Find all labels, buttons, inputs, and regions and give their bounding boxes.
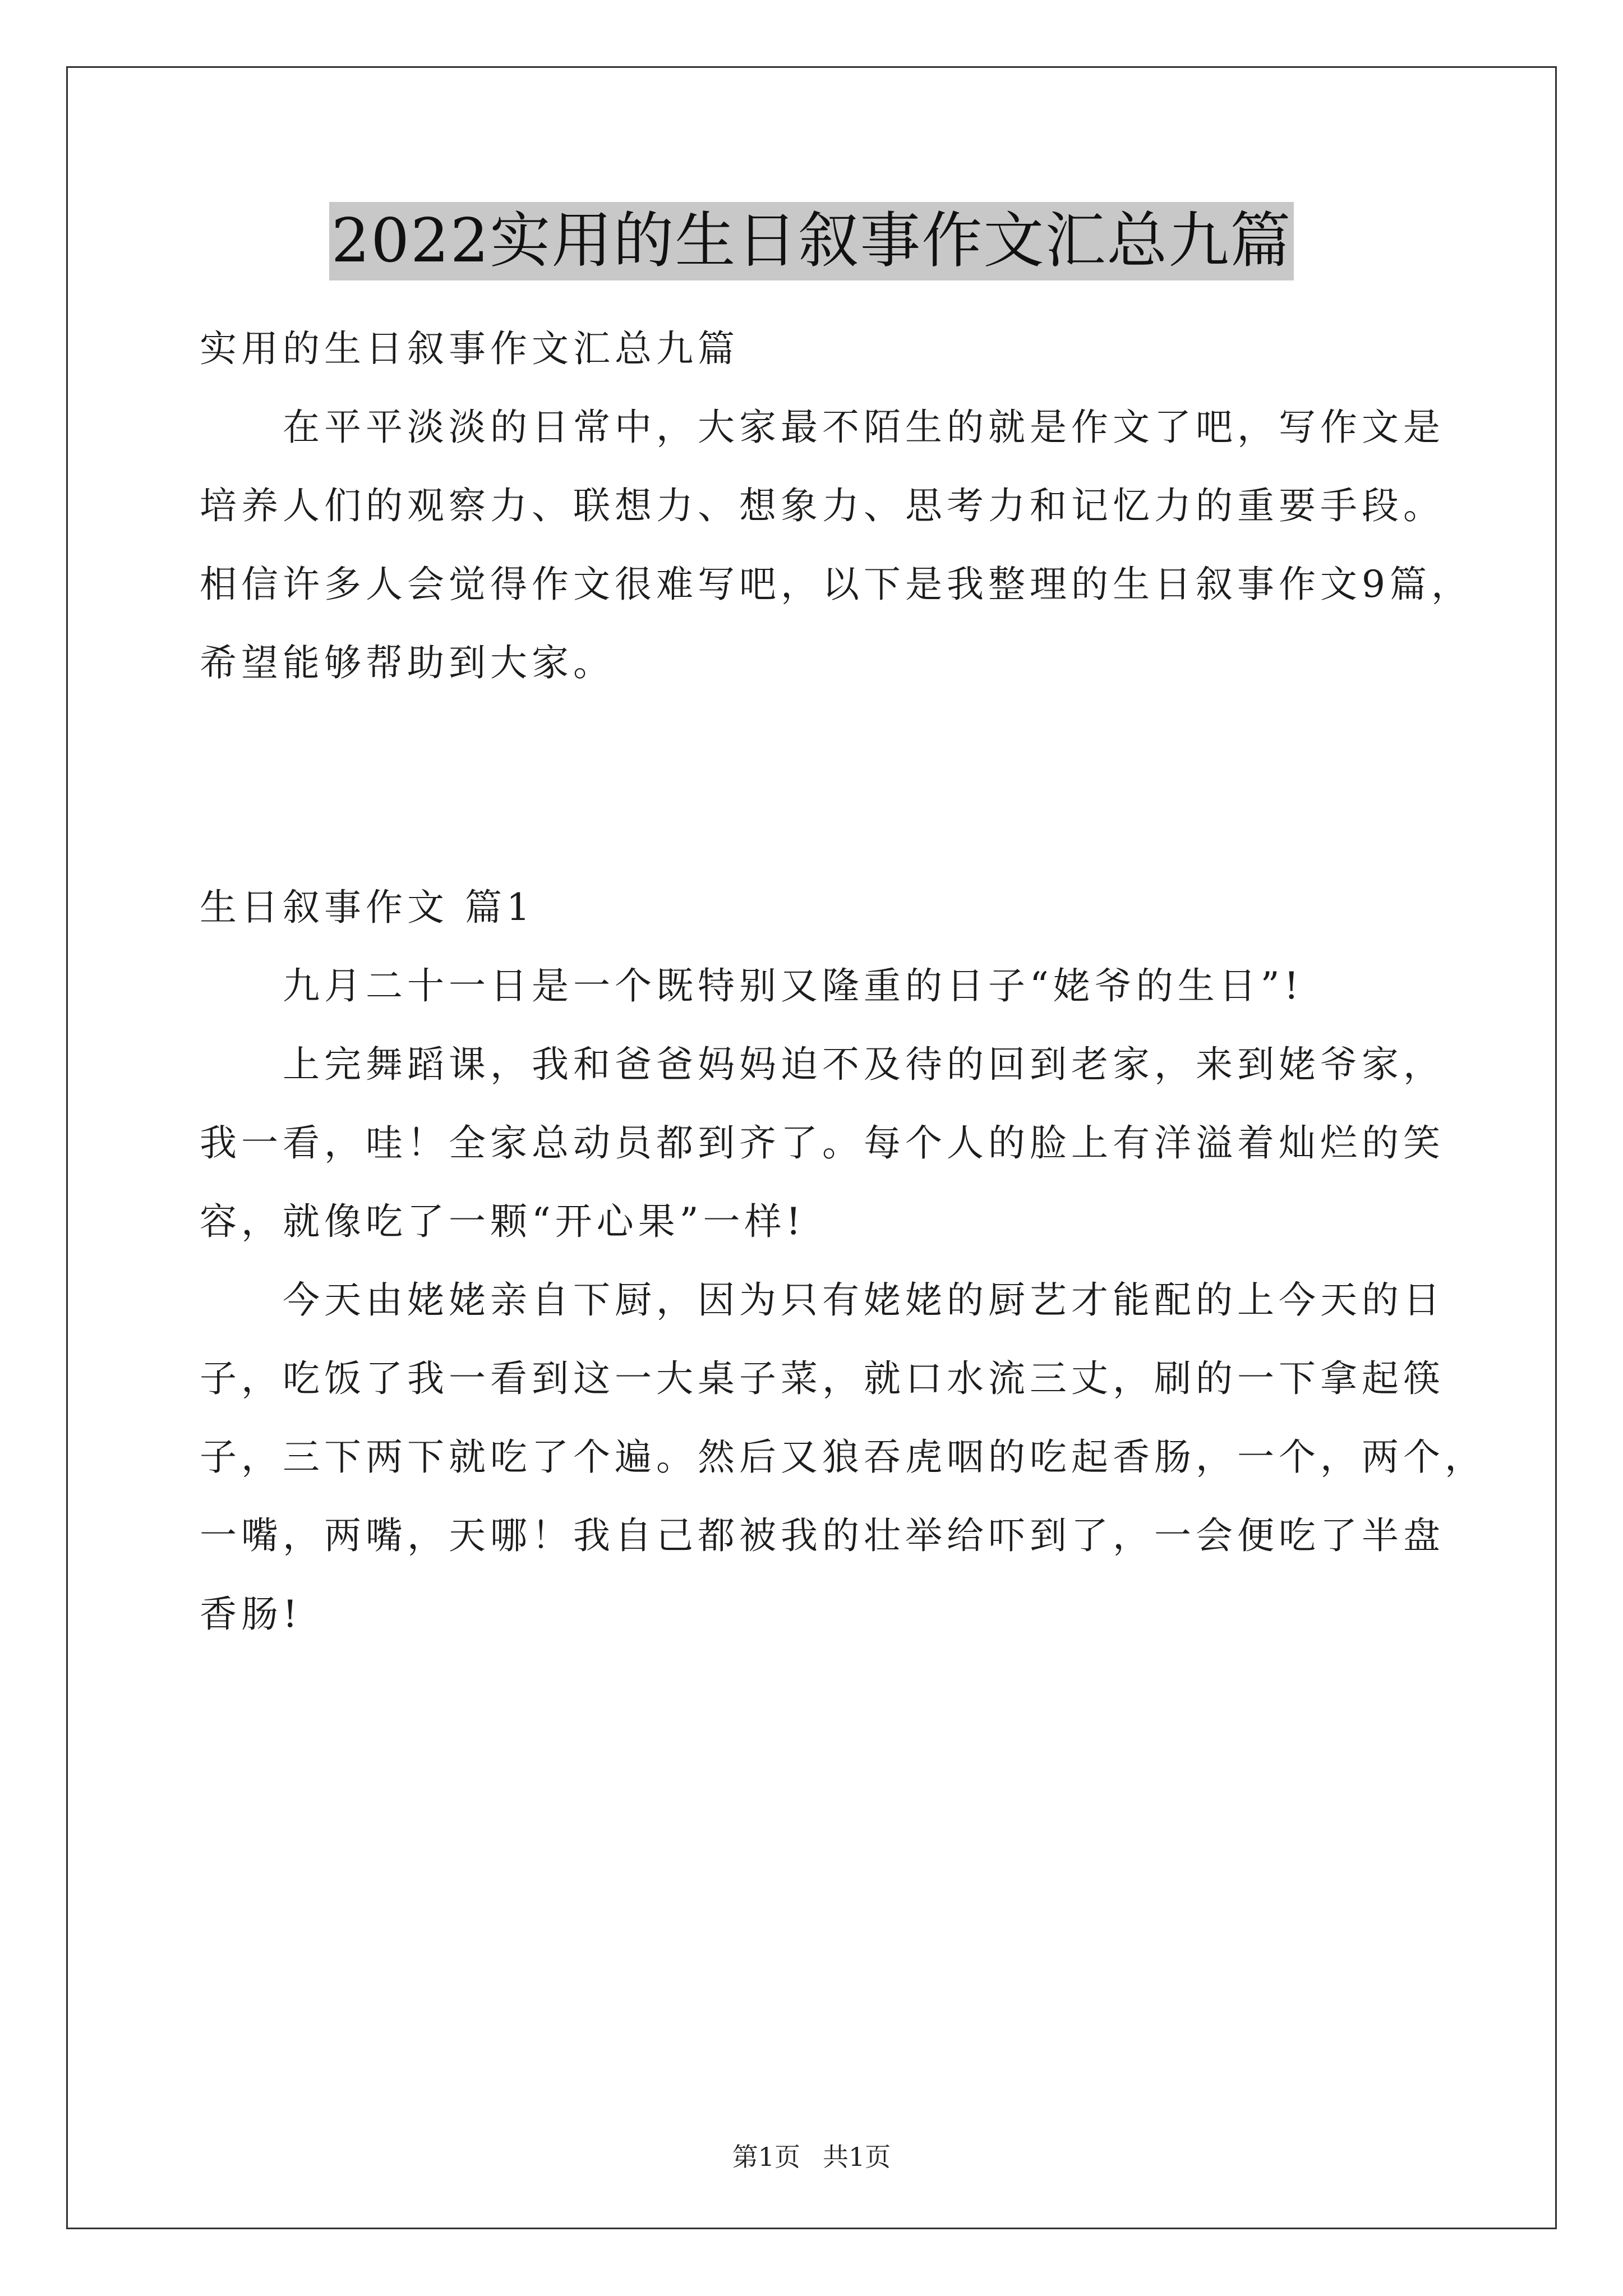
intro-paragraph-line: 相信许多人会觉得作文很难写吧，以下是我整理的生日叙事作文9篇， [200, 563, 1473, 606]
document-body [200, 310, 1486, 1654]
page-number-total: 共1页 [823, 2142, 891, 2172]
document-title: 2022实用的生日叙事作文汇总九篇 [329, 202, 1294, 280]
section-paragraph-line: 香肠! [200, 1593, 302, 1636]
section-paragraph-line: 今天由姥姥亲自下厨，因为只有姥姥的厨艺才能配的上今天的日 [283, 1278, 1445, 1322]
section-paragraph-line: 一嘴，两嘴，天哪！我自己都被我的壮举给吓到了，一会便吃了半盘 [200, 1514, 1445, 1557]
page-number-current: 第1页 [732, 2142, 800, 2172]
intro-paragraph-line: 希望能够帮助到大家。 [200, 641, 615, 684]
section-paragraph-line: 上完舞蹈课，我和爸爸妈妈迫不及待的回到老家，来到姥爷家， [283, 1043, 1445, 1086]
section-spacer [200, 702, 1456, 868]
section-paragraph-line: 容，就像吃了一颗“开心果”一样! [200, 1200, 806, 1243]
intro-paragraph-line: 培养人们的观察力、联想力、想象力、思考力和记忆力的重要手段。 [200, 484, 1445, 527]
section-paragraph-line: 子，吃饭了我一看到这一大桌子菜，就口水流三丈，刷的一下拿起筷 [200, 1357, 1445, 1400]
subtitle: 实用的生日叙事作文汇总九篇 [200, 327, 739, 370]
title-container [0, 202, 1623, 280]
page-footer [0, 2140, 1623, 2174]
intro-paragraph-line: 在平平淡淡的日常中，大家最不陌生的就是作文了吧，写作文是 [283, 406, 1445, 449]
section-paragraph-line: 九月二十一日是一个既特别又隆重的日子“姥爷的生日”! [283, 964, 1304, 1007]
section-heading: 生日叙事作文 篇1 [200, 886, 534, 929]
section-paragraph-line: 我一看，哇！全家总动员都到齐了。每个人的脸上有洋溢着灿烂的笑 [200, 1121, 1445, 1165]
section-paragraph-line: 子，三下两下就吃了个遍。然后又狼吞虎咽的吃起香肠，一个，两个， [200, 1435, 1486, 1479]
